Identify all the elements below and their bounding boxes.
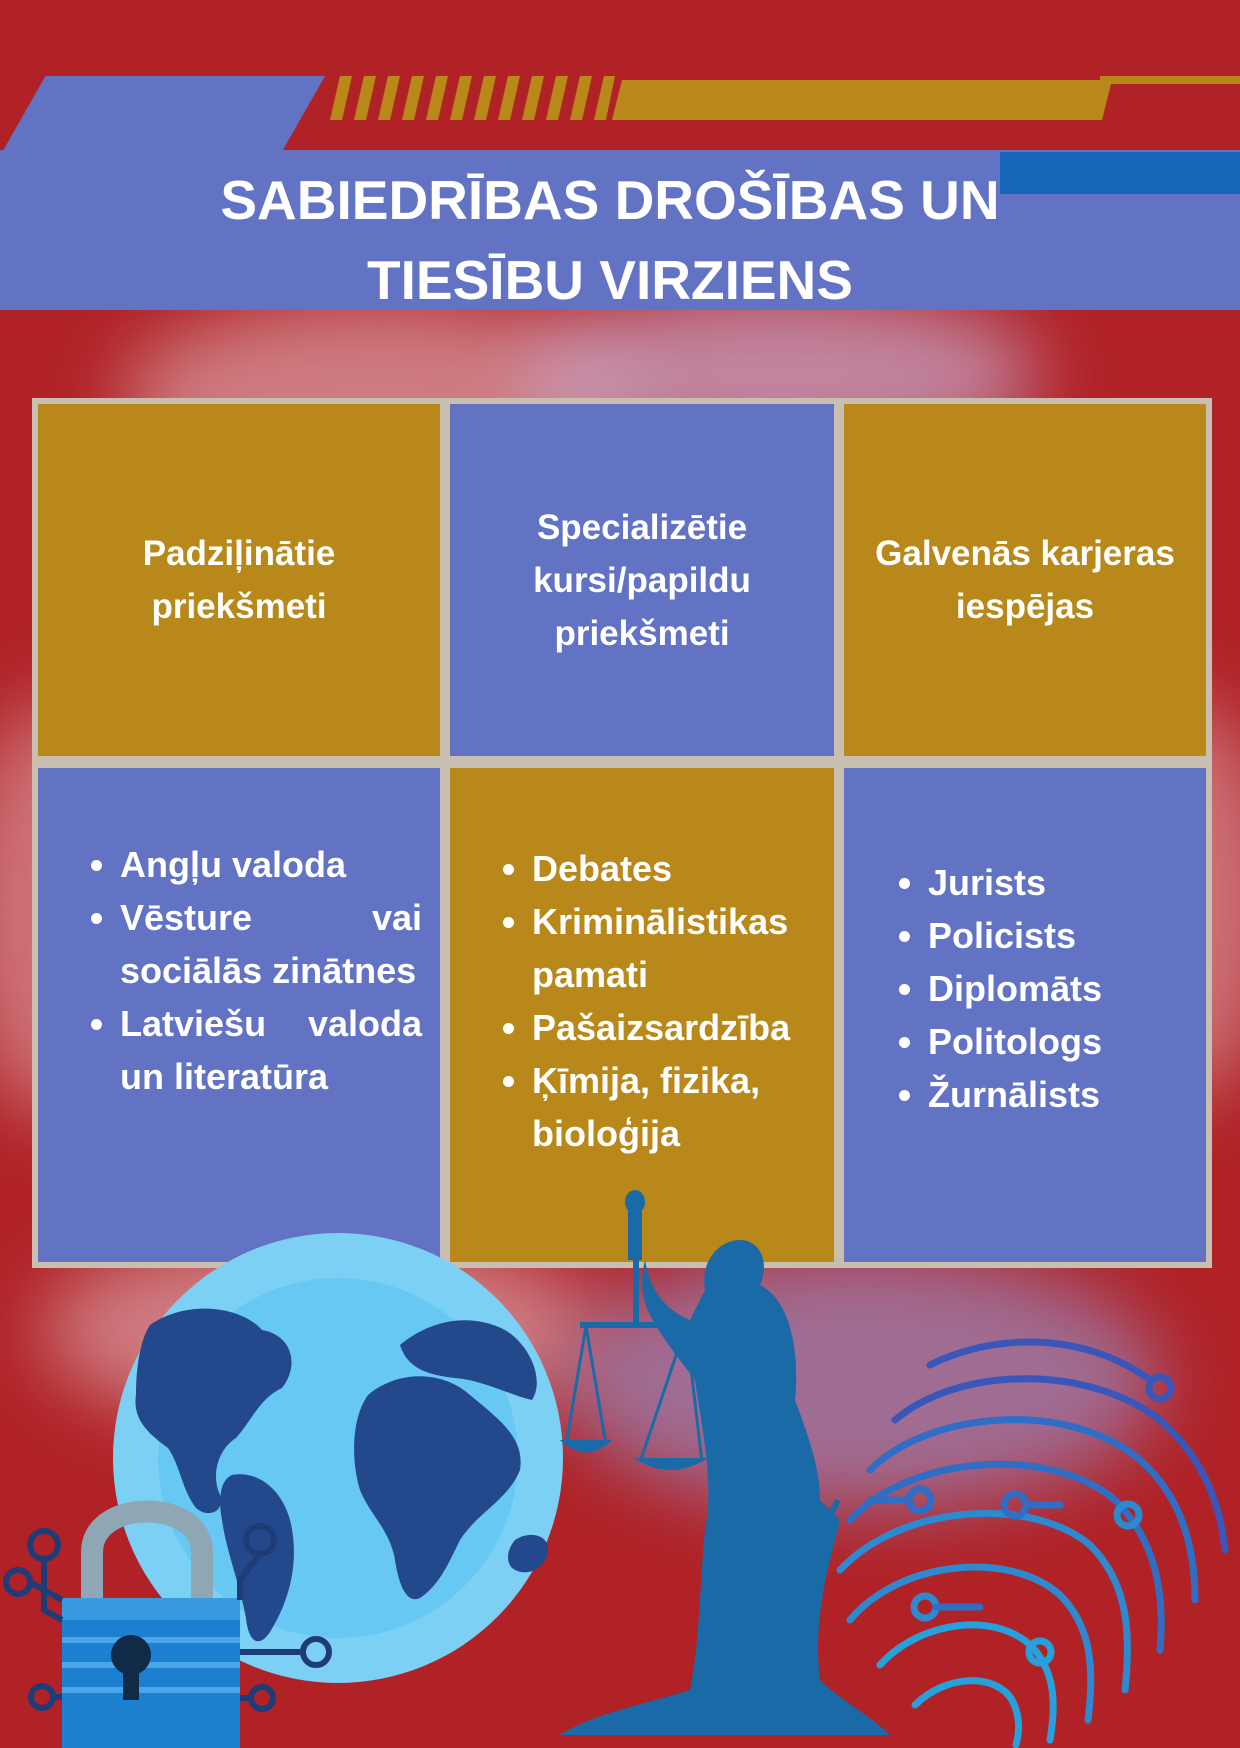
list-item: • Angļu valoda [120, 838, 422, 891]
list-item: • Jurists [928, 856, 1188, 909]
list-item: • Pašaizsardzība [532, 1001, 816, 1054]
page-title-line-2: TIESĪBU VIRZIENS [367, 249, 853, 311]
heading-specialized-courses-label: Specializētie kursi/papildu priekšmeti [533, 507, 751, 653]
list-item: • Politologs [928, 1015, 1188, 1068]
fingerprint-graphic [840, 1342, 1225, 1745]
list-item: • Policists [928, 909, 1188, 962]
heading-advanced-subjects-label: Padziļinātie priekšmeti [142, 534, 336, 626]
list-item: • Debates [532, 842, 816, 895]
list-item: • Kriminālistikas pamati [532, 895, 816, 1001]
list-item: • Žurnālists [928, 1068, 1188, 1121]
list-item: • Diplomāts [928, 962, 1188, 1015]
list-item: • Latviešu valoda un literatūra [120, 997, 422, 1103]
lady-justice-statue [560, 1190, 890, 1735]
list-item: • Vēsture vai sociālās zinātnes [120, 891, 422, 997]
heading-career-options-label: Galvenās karjeras iespējas [875, 534, 1175, 626]
list-item: • Ķīmija, fizika, bioloģija [532, 1054, 816, 1160]
page-title-line-1: SABIEDRĪBAS DROŠĪBAS UN [220, 169, 1000, 231]
